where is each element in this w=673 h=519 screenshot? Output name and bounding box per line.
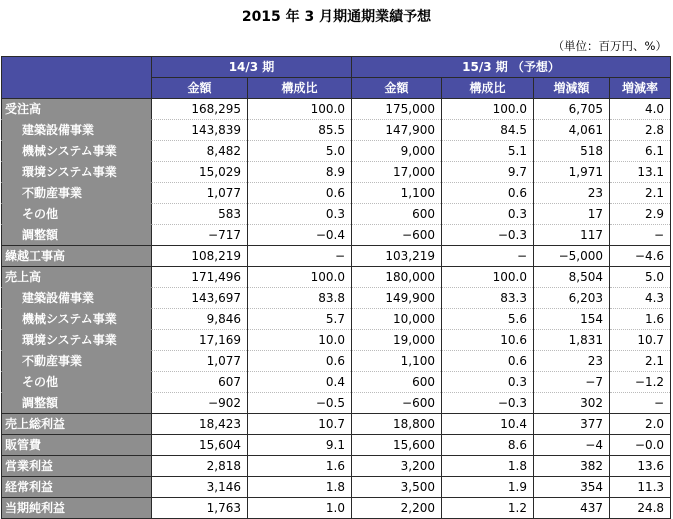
table-row	[2, 330, 671, 351]
header-col-change-rate: 増減率	[610, 78, 671, 99]
cell-change-rate: 4.3	[610, 288, 671, 309]
table-row	[2, 372, 671, 393]
cell-change-rate: 2.1	[610, 351, 671, 372]
row-label: 調整額	[2, 393, 152, 414]
cell-amount-14-3: 17,169	[152, 330, 248, 351]
table-row	[2, 456, 671, 477]
cell-change-amount: 377	[534, 414, 610, 435]
table-row	[2, 288, 671, 309]
row-group	[2, 414, 671, 435]
row-label: 建築設備事業	[2, 288, 152, 309]
row-label: 売上高	[2, 267, 152, 288]
row-label: 受注高	[2, 99, 152, 120]
cell-change-amount: 437	[534, 498, 610, 519]
cell-ratio-14-3: 0.3	[248, 204, 352, 225]
cell-change-rate: −	[610, 393, 671, 414]
cell-change-amount: 6,203	[534, 288, 610, 309]
cell-ratio-15-3: 9.7	[442, 162, 534, 183]
row-label: 当期純利益	[2, 498, 152, 519]
cell-ratio-14-3: 0.6	[248, 183, 352, 204]
header-col-amount-1: 金額	[152, 78, 248, 99]
unit-note: （単位：百万円、%）	[552, 39, 667, 53]
header-col-amount-2: 金額	[352, 78, 442, 99]
cell-amount-14-3: 18,423	[152, 414, 248, 435]
table-row	[2, 267, 671, 288]
cell-amount-14-3: 9,846	[152, 309, 248, 330]
header-col-ratio-1: 構成比	[248, 78, 352, 99]
cell-ratio-15-3: 10.6	[442, 330, 534, 351]
row-group	[2, 99, 671, 246]
cell-change-rate: 2.0	[610, 414, 671, 435]
table-row	[2, 225, 671, 246]
cell-ratio-15-3: 100.0	[442, 267, 534, 288]
cell-amount-14-3: −717	[152, 225, 248, 246]
cell-change-amount: 1,971	[534, 162, 610, 183]
cell-amount-14-3: −902	[152, 393, 248, 414]
cell-ratio-15-3: 1.9	[442, 477, 534, 498]
cell-amount-15-3: 103,219	[352, 246, 442, 267]
cell-amount-14-3: 1,077	[152, 183, 248, 204]
row-label: 建築設備事業	[2, 120, 152, 141]
table-row	[2, 204, 671, 225]
cell-change-amount: 382	[534, 456, 610, 477]
cell-change-amount: 154	[534, 309, 610, 330]
cell-change-amount: −7	[534, 372, 610, 393]
header-period-2: 15/3 期 （予想）	[352, 57, 671, 78]
cell-change-rate: 1.6	[610, 309, 671, 330]
table-row	[2, 414, 671, 435]
cell-amount-15-3: 175,000	[352, 99, 442, 120]
cell-ratio-15-3: 84.5	[442, 120, 534, 141]
cell-amount-14-3: 1,077	[152, 351, 248, 372]
row-label: 不動産事業	[2, 183, 152, 204]
cell-amount-15-3: −600	[352, 393, 442, 414]
cell-ratio-15-3: 5.1	[442, 141, 534, 162]
row-label: 繰越工事高	[2, 246, 152, 267]
cell-ratio-14-3: 5.7	[248, 309, 352, 330]
table-row	[2, 246, 671, 267]
cell-amount-15-3: 149,900	[352, 288, 442, 309]
cell-amount-15-3: 3,200	[352, 456, 442, 477]
row-group	[2, 435, 671, 456]
cell-ratio-15-3: −0.3	[442, 393, 534, 414]
cell-change-rate: 24.8	[610, 498, 671, 519]
cell-change-rate: −0.0	[610, 435, 671, 456]
cell-ratio-14-3: −0.4	[248, 225, 352, 246]
cell-amount-14-3: 1,763	[152, 498, 248, 519]
row-group	[2, 267, 671, 414]
cell-ratio-15-3: −	[442, 246, 534, 267]
table-row	[2, 99, 671, 120]
cell-change-rate: 5.0	[610, 267, 671, 288]
cell-change-amount: 518	[534, 141, 610, 162]
cell-change-amount: 4,061	[534, 120, 610, 141]
cell-ratio-14-3: 0.6	[248, 351, 352, 372]
cell-amount-15-3: 1,100	[352, 351, 442, 372]
cell-amount-15-3: 180,000	[352, 267, 442, 288]
cell-amount-15-3: 3,500	[352, 477, 442, 498]
cell-ratio-14-3: 100.0	[248, 99, 352, 120]
row-label: 機械システム事業	[2, 309, 152, 330]
table-row	[2, 477, 671, 498]
cell-ratio-14-3: −	[248, 246, 352, 267]
table-row	[2, 435, 671, 456]
cell-ratio-14-3: 0.4	[248, 372, 352, 393]
cell-change-rate: −	[610, 225, 671, 246]
table-row	[2, 351, 671, 372]
cell-change-amount: −4	[534, 435, 610, 456]
row-label: 営業利益	[2, 456, 152, 477]
cell-ratio-14-3: 85.5	[248, 120, 352, 141]
table-row	[2, 309, 671, 330]
row-group	[2, 498, 671, 519]
cell-change-rate: 2.9	[610, 204, 671, 225]
cell-ratio-15-3: 8.6	[442, 435, 534, 456]
cell-change-amount: 1,831	[534, 330, 610, 351]
row-label: その他	[2, 372, 152, 393]
cell-ratio-14-3: 10.0	[248, 330, 352, 351]
page-title: 2015 年 3 月期通期業績予想	[241, 9, 432, 25]
row-label: 売上総利益	[2, 414, 152, 435]
table-row	[2, 183, 671, 204]
cell-amount-15-3: 147,900	[352, 120, 442, 141]
forecast-table	[1, 56, 671, 519]
cell-ratio-15-3: 83.3	[442, 288, 534, 309]
cell-amount-15-3: 1,100	[352, 183, 442, 204]
cell-amount-14-3: 171,496	[152, 267, 248, 288]
cell-amount-15-3: 600	[352, 204, 442, 225]
cell-ratio-15-3: 0.3	[442, 372, 534, 393]
row-group	[2, 246, 671, 267]
cell-change-rate: 4.0	[610, 99, 671, 120]
cell-change-rate: 10.7	[610, 330, 671, 351]
cell-amount-15-3: 600	[352, 372, 442, 393]
cell-change-amount: 17	[534, 204, 610, 225]
row-group	[2, 477, 671, 498]
cell-amount-14-3: 15,029	[152, 162, 248, 183]
cell-ratio-14-3: 5.0	[248, 141, 352, 162]
header-corner	[2, 57, 152, 99]
cell-change-amount: 23	[534, 351, 610, 372]
cell-amount-15-3: 9,000	[352, 141, 442, 162]
cell-change-rate: 13.1	[610, 162, 671, 183]
cell-amount-14-3: 2,818	[152, 456, 248, 477]
row-label: 環境システム事業	[2, 162, 152, 183]
cell-ratio-15-3: 100.0	[442, 99, 534, 120]
cell-ratio-15-3: 0.6	[442, 351, 534, 372]
row-label: 販管費	[2, 435, 152, 456]
cell-amount-15-3: 19,000	[352, 330, 442, 351]
row-label: 経常利益	[2, 477, 152, 498]
cell-change-amount: 6,705	[534, 99, 610, 120]
cell-ratio-15-3: −0.3	[442, 225, 534, 246]
row-label: 不動産事業	[2, 351, 152, 372]
cell-ratio-14-3: −0.5	[248, 393, 352, 414]
cell-amount-15-3: 15,600	[352, 435, 442, 456]
cell-change-amount: 23	[534, 183, 610, 204]
cell-amount-15-3: 2,200	[352, 498, 442, 519]
cell-amount-14-3: 583	[152, 204, 248, 225]
row-group	[2, 456, 671, 477]
cell-change-rate: 2.1	[610, 183, 671, 204]
cell-ratio-14-3: 10.7	[248, 414, 352, 435]
cell-change-rate: 6.1	[610, 141, 671, 162]
cell-amount-15-3: 10,000	[352, 309, 442, 330]
header-period-1: 14/3 期	[152, 57, 352, 78]
row-label: 環境システム事業	[2, 330, 152, 351]
cell-amount-14-3: 15,604	[152, 435, 248, 456]
cell-change-rate: 13.6	[610, 456, 671, 477]
cell-change-amount: 354	[534, 477, 610, 498]
cell-change-rate: 2.8	[610, 120, 671, 141]
cell-ratio-15-3: 10.4	[442, 414, 534, 435]
cell-change-rate: 11.3	[610, 477, 671, 498]
cell-ratio-15-3: 0.6	[442, 183, 534, 204]
cell-ratio-15-3: 1.8	[442, 456, 534, 477]
cell-amount-14-3: 607	[152, 372, 248, 393]
cell-ratio-14-3: 8.9	[248, 162, 352, 183]
header-col-change-amount: 増減額	[534, 78, 610, 99]
row-label: その他	[2, 204, 152, 225]
row-label: 機械システム事業	[2, 141, 152, 162]
table-row	[2, 141, 671, 162]
cell-ratio-15-3: 0.3	[442, 204, 534, 225]
cell-change-amount: −5,000	[534, 246, 610, 267]
header-col-ratio-2: 構成比	[442, 78, 534, 99]
cell-amount-15-3: 18,800	[352, 414, 442, 435]
table-row	[2, 498, 671, 519]
cell-change-rate: −1.2	[610, 372, 671, 393]
cell-amount-14-3: 3,146	[152, 477, 248, 498]
cell-ratio-14-3: 83.8	[248, 288, 352, 309]
cell-change-rate: −4.6	[610, 246, 671, 267]
cell-ratio-14-3: 100.0	[248, 267, 352, 288]
cell-change-amount: 302	[534, 393, 610, 414]
cell-ratio-14-3: 1.8	[248, 477, 352, 498]
table-row	[2, 393, 671, 414]
table-row	[2, 120, 671, 141]
cell-amount-14-3: 143,697	[152, 288, 248, 309]
cell-ratio-14-3: 1.6	[248, 456, 352, 477]
cell-change-amount: 117	[534, 225, 610, 246]
row-label: 調整額	[2, 225, 152, 246]
cell-amount-14-3: 8,482	[152, 141, 248, 162]
cell-amount-14-3: 168,295	[152, 99, 248, 120]
table-row	[2, 162, 671, 183]
cell-amount-15-3: −600	[352, 225, 442, 246]
cell-amount-15-3: 17,000	[352, 162, 442, 183]
cell-amount-14-3: 108,219	[152, 246, 248, 267]
cell-change-amount: 8,504	[534, 267, 610, 288]
cell-ratio-15-3: 1.2	[442, 498, 534, 519]
cell-ratio-14-3: 9.1	[248, 435, 352, 456]
cell-ratio-14-3: 1.0	[248, 498, 352, 519]
cell-amount-14-3: 143,839	[152, 120, 248, 141]
cell-ratio-15-3: 5.6	[442, 309, 534, 330]
table-header	[2, 57, 671, 99]
